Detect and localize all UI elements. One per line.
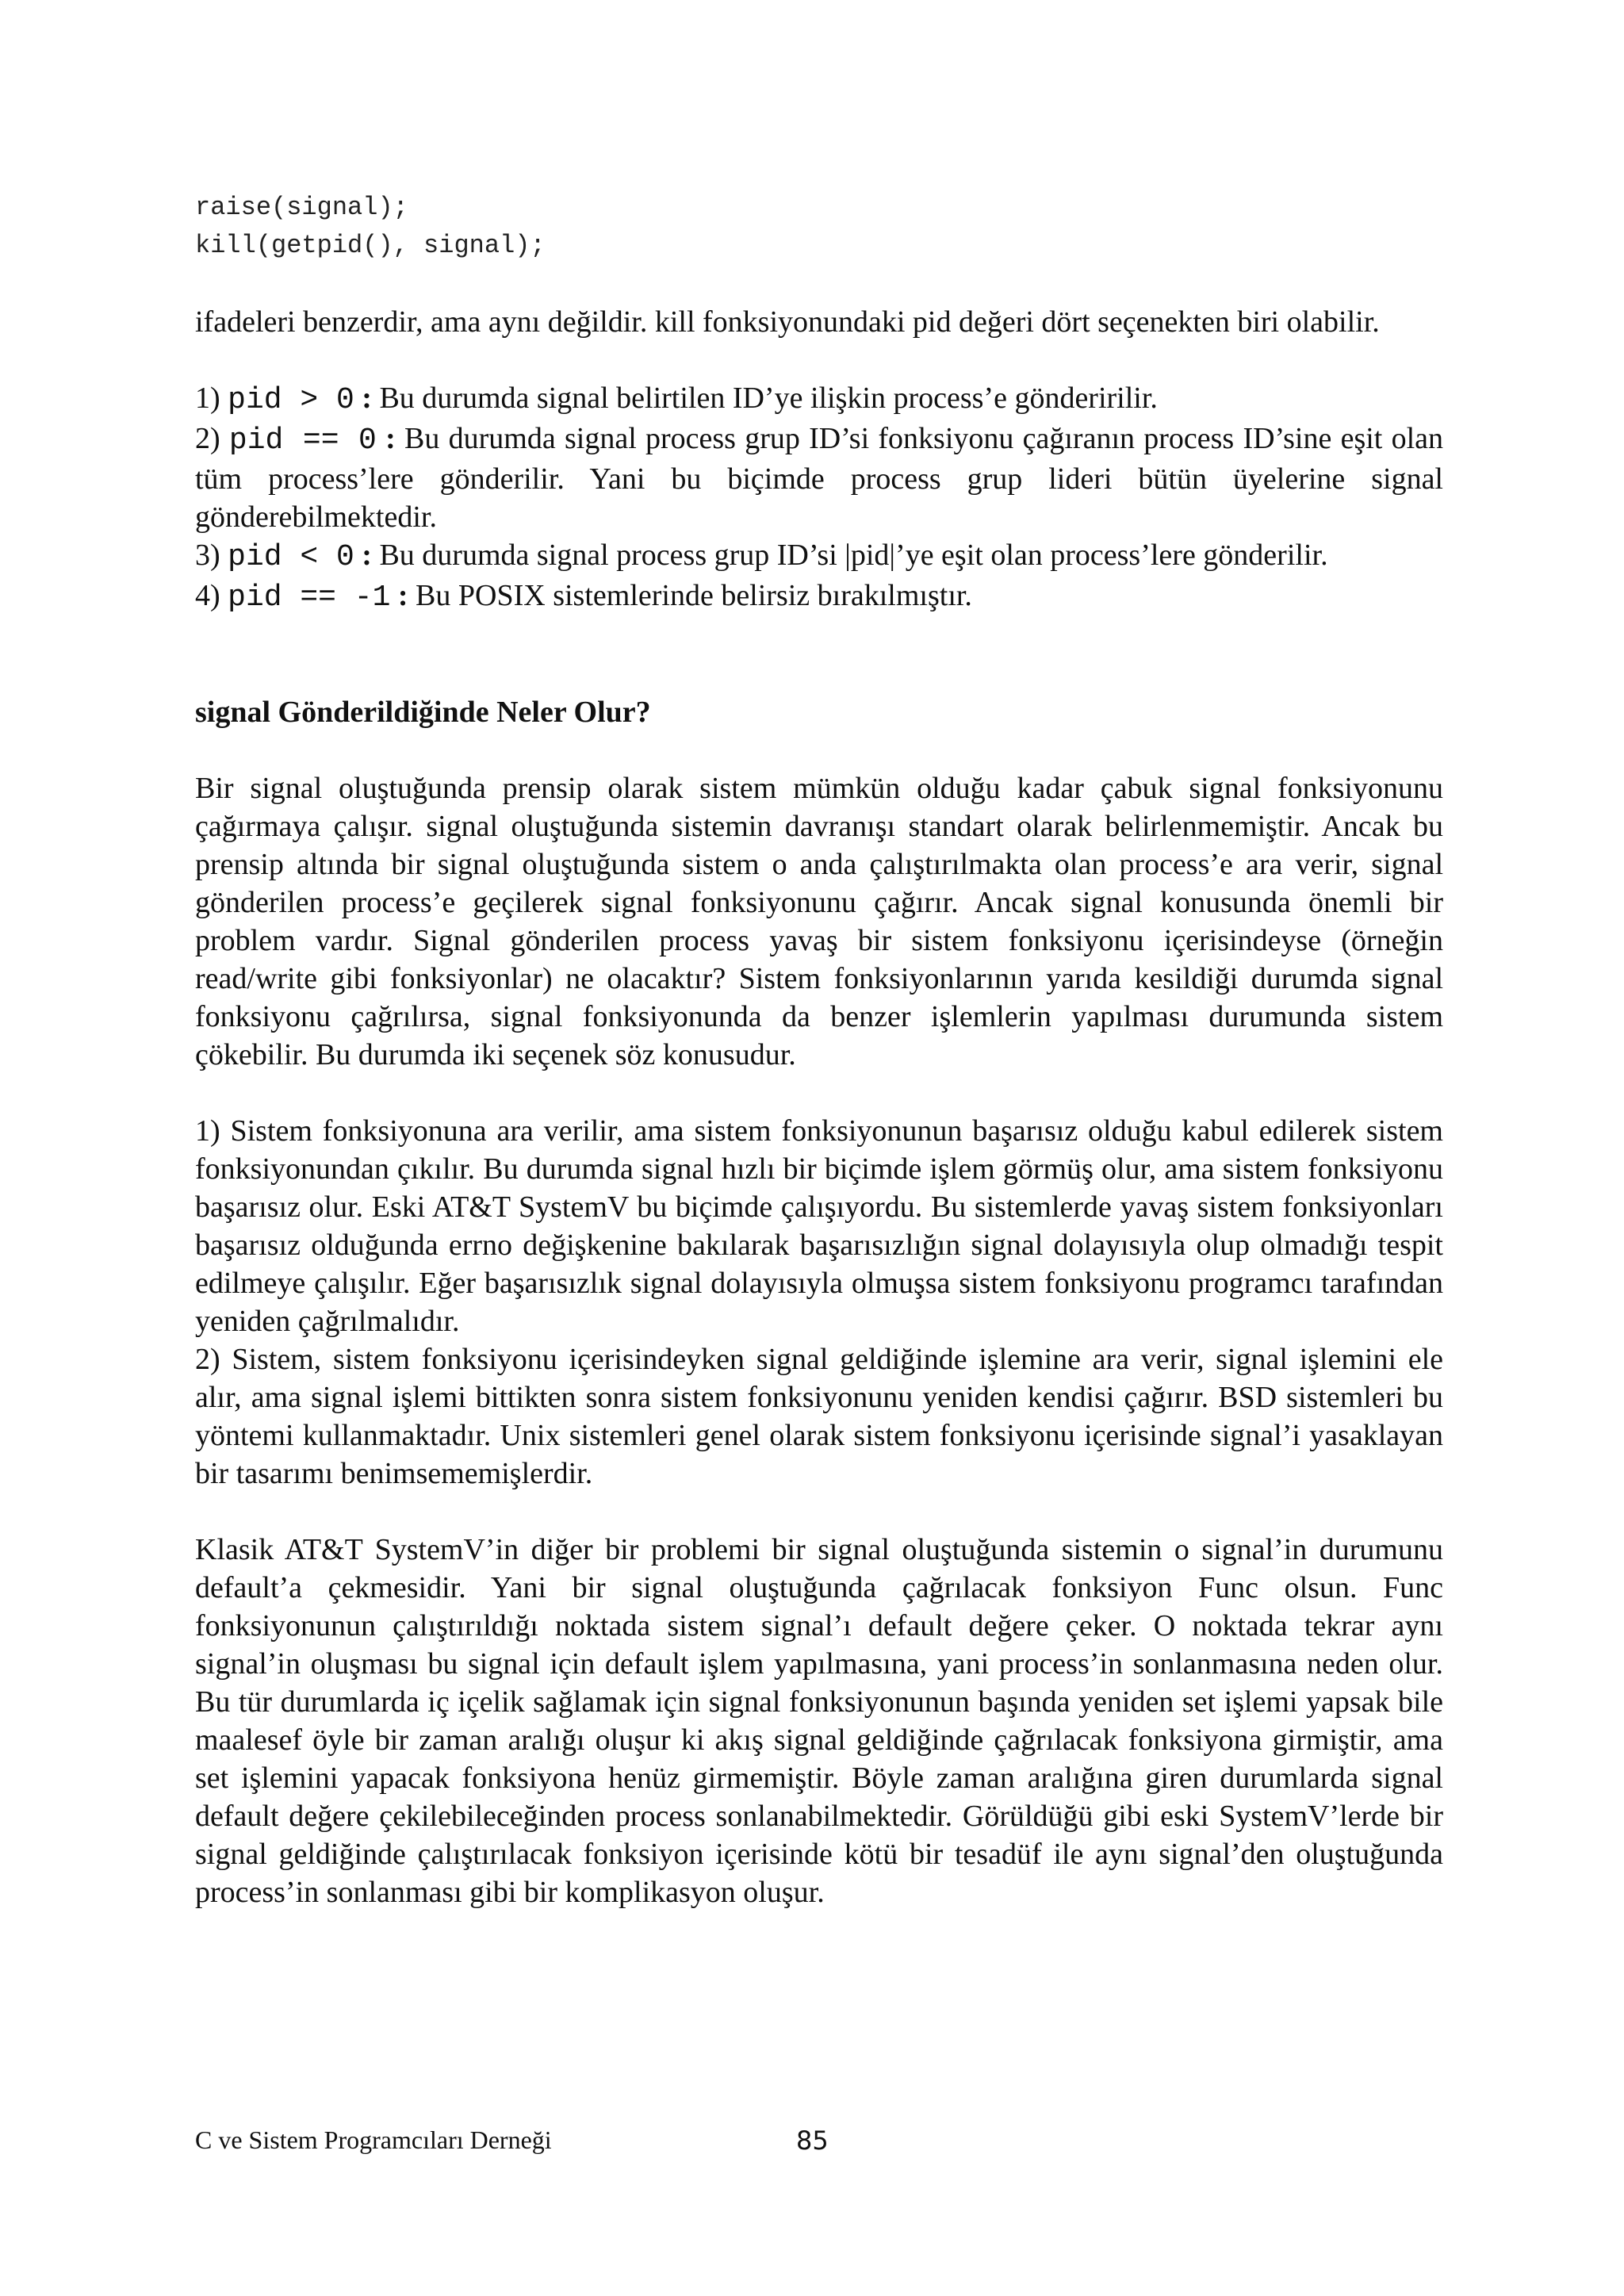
footer-organization: C ve Sistem Programcıları Derneği xyxy=(195,2125,552,2154)
page-number: 85 xyxy=(796,2125,829,2156)
pid-item-separator: : xyxy=(362,539,372,572)
code-line: kill(getpid(), signal); xyxy=(195,231,546,260)
pid-item-separator: : xyxy=(385,422,396,455)
pid-list xyxy=(195,379,1443,617)
pid-item xyxy=(195,379,1443,420)
pid-item-text: Bu POSIX sistemlerinde belirsiz bırakılmıştır. xyxy=(416,579,972,612)
option-paragraph: 1) Sistem fonksiyonuna ara verilir, ama sistem fonksiyonunun başarısız olduğu kabul edilerek sistem fonksiyonundan çıkılır. Bu durumda signal hızlı bir biçimde işlem görmüş olur, ama sistem fonksiyonu başarısız olur. Eski AT&T SystemV bu biçimde çalışıyordu. Bu sistemlerde yavaş sistem fonksiyonları başarısız olduğunda errno değişkenine bakılarak başarısızlığın signal dolayısıyla olup olmadığı tespit edilmeye çalışılır. Eğer başarısızlık signal dolayısıyla olmuşsa sistem fonksiyonu programcı tarafından yeniden çağrılmalıdır. xyxy=(195,1114,1443,1338)
pid-item xyxy=(195,536,1443,577)
pid-item xyxy=(195,420,1443,536)
page-content xyxy=(195,189,1443,1911)
code-line: raise(signal); xyxy=(195,193,408,222)
intro-paragraph: ifadeleri benzerdir, ama aynı değildir. kill fonksiyonundaki pid değeri dört seçenekten biri olabilir. xyxy=(195,305,1380,339)
pid-item-number: 3) xyxy=(195,539,220,572)
pid-item-number: 2) xyxy=(195,422,220,455)
pid-item-code: pid < 0 xyxy=(228,540,354,574)
body-paragraph: Klasik AT&T SystemV’in diğer bir problemi bir signal oluştuğunda sistemin o signal’in durumunu default’a çekmesidir. Yani bir signal oluştuğunda çağrılacak fonksiyon Func olsun. Func fonksiyonunun çalıştırıldığı noktada sistem signal’ı default değere çeker. O noktada tekrar aynı signal’in oluşması bu signal için default işlem yapılmasına, yani process’in sonlanmasına neden olur. Bu tür durumlarda iç içelik sağlamak için signal fonksiyonunun başında yeniden set işlemi yapsak bile maalesef öyle bir zaman aralığı oluşur ki akış signal geldiğinde çağrılacak fonksiyona girmiştir, ama set işlemini yapacak fonksiyona henüz girmemiştir. Böyle zaman aralığına giren durumlarda signal default değere çekilebileceğinden process sonlanabilmektedir. Görüldüğü gibi eski SystemV’lerde bir signal geldiğinde çalıştırılacak fonksiyon içerisinde kötü bir tesadüf ile aynı signal’den oluştuğunda process’in sonlanması gibi bir komplikasyon oluşur. xyxy=(195,1533,1443,1909)
pid-item xyxy=(195,577,1443,617)
pid-item-separator: : xyxy=(397,579,408,612)
pid-item-code: pid == -1 xyxy=(228,581,391,615)
pid-item-number: 4) xyxy=(195,579,220,612)
option-paragraph: 2) Sistem, sistem fonksiyonu içerisindeyken signal geldiğinde işlemine ara verir, signal işlemini ele alır, ama signal işlemi bittikten sonra sistem fonksiyonunu yeniden kendisi çağırır. BSD sistemleri bu yöntemi kullanmaktadır. Unix sistemleri genel olarak sistem fonksiyonu içerisinde signal’i yasaklayan bir tasarımı benimsememişlerdir. xyxy=(195,1343,1443,1490)
pid-item-code: pid == 0 xyxy=(228,424,377,458)
pid-item-separator: : xyxy=(362,381,372,415)
pid-item-text: Bu durumda signal process grup ID’si |pid|’ye eşit olan process’lere gönderilir. xyxy=(379,539,1328,572)
pid-item-code: pid > 0 xyxy=(228,383,354,417)
pid-item-number: 1) xyxy=(195,381,220,415)
section-heading: signal Gönderildiğinde Neler Olur? xyxy=(195,696,651,729)
code-block xyxy=(195,189,1443,265)
body-paragraph: Bir signal oluştuğunda prensip olarak sistem mümkün olduğu kadar çabuk signal fonksiyonunu çağırmaya çalışır. signal oluştuğunda sistemin davranışı standart olarak belirlenmemiştir. Ancak bu prensip altında bir signal oluştuğunda sistem o anda çalıştırılmakta olan process’e ara verir, signal gönderilen process’e geçilerek signal fonksiyonunu çağırır. Ancak signal konusunda önemli bir problem vardır. Signal gönderilen process yavaş bir sistem fonksiyonu içerisindeyse (örneğin read/write gibi fonksiyonlar) ne olacaktır? Sistem fonksiyonlarının yarıda kesildiği durumda signal fonksiyonu çağrılırsa, signal fonksiyonunda da benzer işlemlerin yapılması durumunda sistem çökebilir. Bu durumda iki seçenek söz konusudur. xyxy=(195,772,1443,1071)
pid-item-text: Bu durumda signal process grup ID’si fonksiyonu çağıranın process ID’sine eşit olan tüm process’lere gönderilir. Yani bu biçimde process grup lideri bütün üyelerine signal gönderebilmektedir. xyxy=(195,422,1444,534)
pid-item-text: Bu durumda signal belirtilen ID’ye ilişkin process’e gönderirilir. xyxy=(379,381,1158,415)
